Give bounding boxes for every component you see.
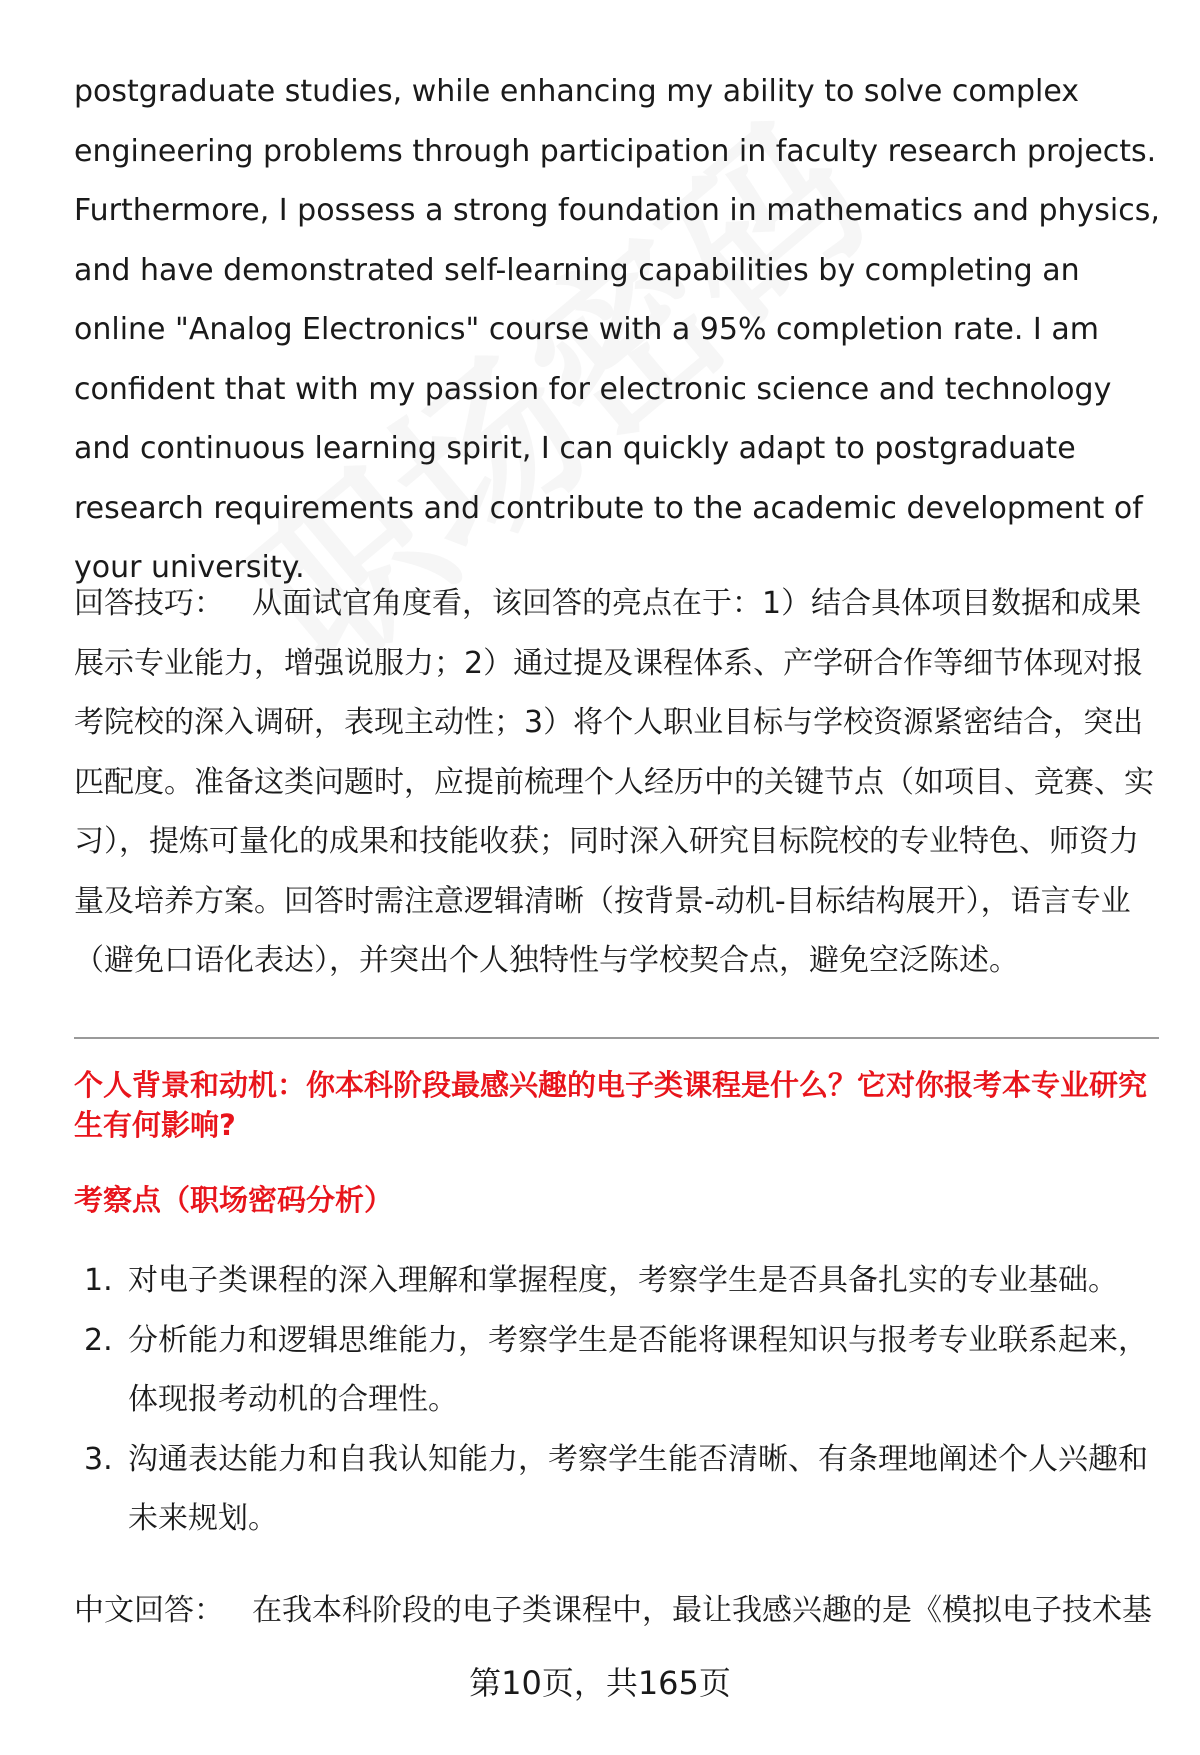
- chinese-answer-label: 中文回答：: [74, 1593, 224, 1628]
- answer-tips-text: 从面试官角度看，该回答的亮点在于：1）结合具体项目数据和成果展示专业能力，增强说服力；2）通过提及课程体系、产学研合作等细节体现对报考院校的深入调研，表现主动性；3）将个人职业目标与学校资源紧密结合，突出匹配度。准备这类问题时，应提前梳理个人经历中的关键节点（如项目、竞赛、实习），提炼可量化的成果和技能收获；同时深入研究目标院校的专业特色、师资力量及培养方案。回答时需注意逻辑清晰（按背景-动机-目标结构展开），语言专业（避免口语化表达），并突出个人独特性与学校契合点，避免空泛陈述。: [74, 586, 1154, 978]
- list-item-number: 3.: [84, 1441, 113, 1477]
- answer-tips-label: 回答技巧：: [74, 586, 224, 621]
- list-item: [74, 1251, 1164, 1311]
- list-item-number: 1.: [84, 1263, 113, 1298]
- chinese-answer-paragraph: [74, 1581, 1164, 1641]
- english-answer-paragraph: postgraduate studies, while enhancing my ability to solve complex engineering problems through participation in faculty research projects. Furthermore, I possess a strong foundation in mathematics and physics, and have demonstrated self-learning capabilities by completing an online "Analog Electronics" course with a 95% completion rate. I am confident that with my passion for electronic science and technology and continuous learning spirit, I can quickly adapt to postgraduate research requirements and contribute to the academic development of your university.: [74, 74, 1160, 585]
- assessment-points-list: [74, 1251, 1164, 1549]
- question-heading: 个人背景和动机：你本科阶段最感兴趣的电子类课程是什么？它对你报考本专业研究生有何影响?: [74, 1068, 1148, 1142]
- list-item-text: 对电子类课程的深入理解和掌握程度，考察学生是否具备扎实的专业基础。: [128, 1263, 1118, 1298]
- list-item: [74, 1311, 1164, 1430]
- list-item-text: 分析能力和逻辑思维能力，考察学生是否能将课程知识与报考专业联系起来，体现报考动机的合理性。: [128, 1322, 1148, 1417]
- assessment-heading: 考察点（职场密码分析）: [74, 1183, 394, 1217]
- page-number-footer: 第10页，共165页: [469, 1664, 731, 1702]
- list-item: [74, 1430, 1164, 1549]
- list-item-text: 沟通表达能力和自我认知能力，考察学生能否清晰、有条理地阐述个人兴趣和未来规划。: [128, 1441, 1148, 1536]
- list-item-number: 2.: [84, 1322, 113, 1358]
- chinese-answer-text: 在我本科阶段的电子类课程中，最让我感兴趣的是《模拟电子技术基: [252, 1593, 1152, 1628]
- section-divider: [74, 1037, 1159, 1039]
- answer-tips-paragraph: [74, 574, 1164, 991]
